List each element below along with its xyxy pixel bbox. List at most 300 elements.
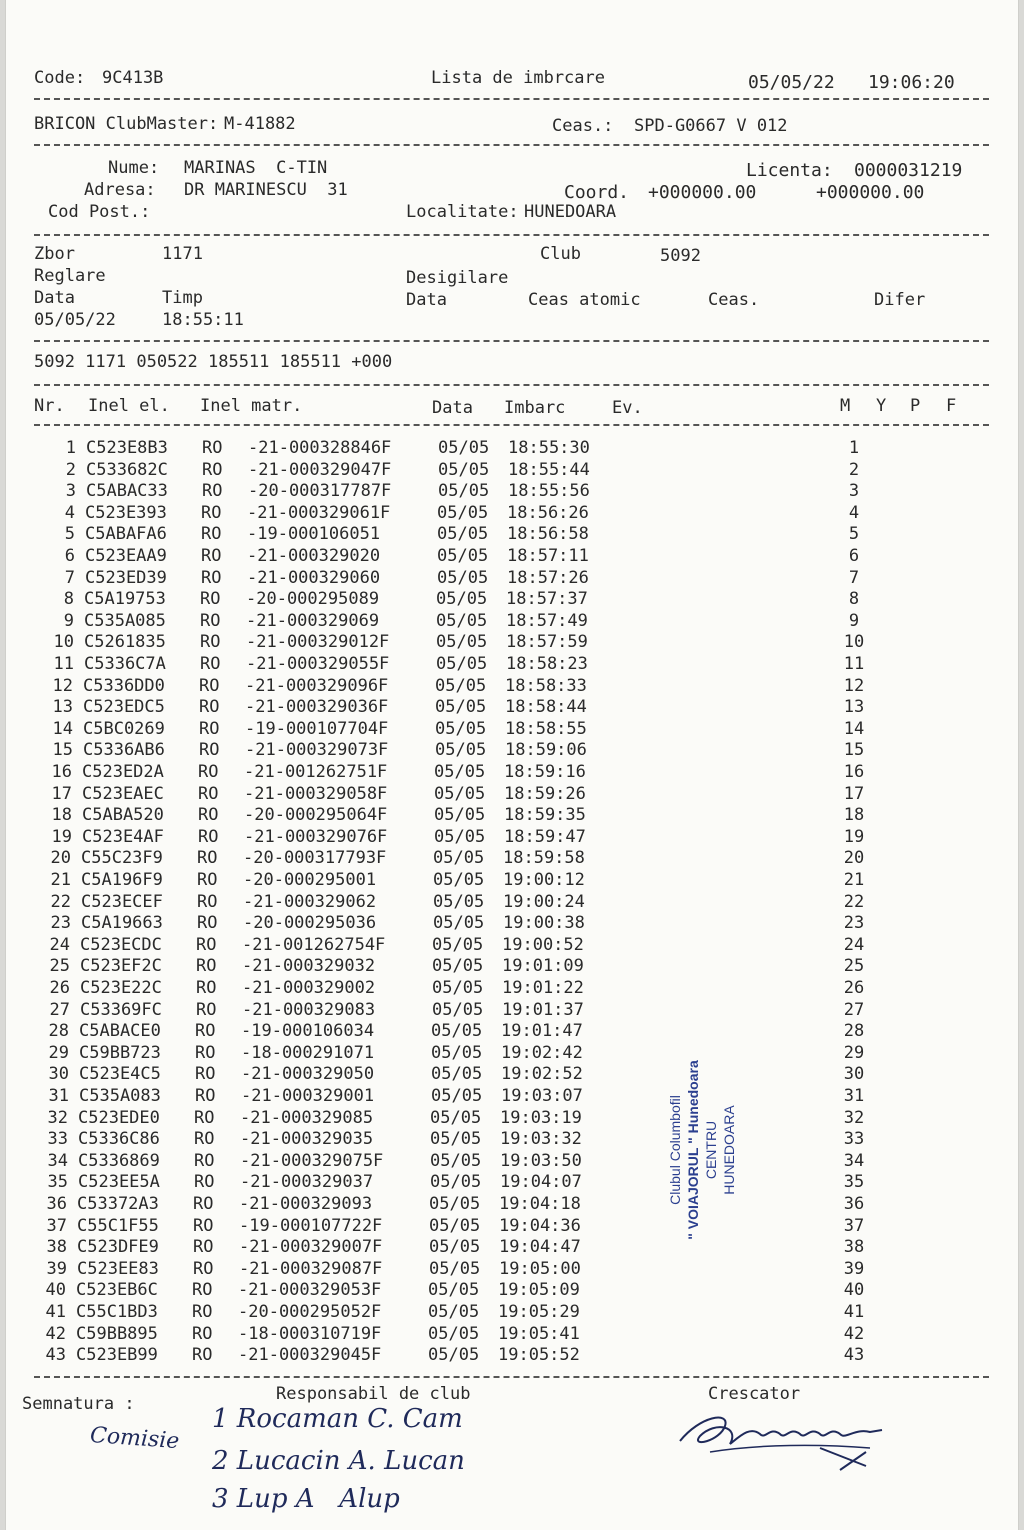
row-inel-el: C523DFE9 — [77, 1237, 159, 1258]
table-row — [6, 568, 1018, 590]
table-row — [6, 719, 1018, 741]
row-nr: 28 — [48, 1021, 69, 1042]
row-inel-el: C523EAA9 — [85, 546, 167, 566]
divider — [34, 98, 989, 100]
table-row — [6, 1021, 1018, 1043]
row-m: 2 — [848, 459, 860, 480]
row-inel-el: C523ECEF — [81, 891, 163, 912]
row-inel-el: C523E4C5 — [79, 1064, 161, 1085]
row-data: 05/05 — [428, 1280, 480, 1301]
row-inel-matr: -20-000295001 — [243, 870, 377, 890]
table-row — [6, 1064, 1018, 1086]
row-data: 05/05 — [434, 783, 486, 804]
row-inel-el: C535A085 — [84, 610, 166, 631]
row-data: 05/05 — [435, 675, 487, 696]
adresa-value: DR MARINESCU 31 — [184, 180, 348, 200]
row-imbarc: 18:59:16 — [504, 762, 586, 782]
row-nr: 26 — [49, 978, 70, 998]
row-m: 19 — [843, 826, 865, 847]
row-imbarc: 18:57:37 — [506, 589, 588, 610]
row-m: 13 — [843, 697, 865, 718]
localitate-label: Localitate: — [406, 202, 519, 222]
row-m: 31 — [843, 1086, 865, 1106]
stamp-line-2: " VOIAJORUL " Hunedoara — [685, 1060, 701, 1240]
row-inel-el: C523EB99 — [76, 1345, 158, 1366]
row-inel-el: C533682C — [86, 459, 168, 480]
row-data: 05/05 — [432, 934, 484, 955]
divider — [34, 234, 989, 236]
row-data: 05/05 — [429, 1215, 481, 1236]
reglare-label: Reglare — [34, 266, 106, 286]
document-title: Lista de imbrcare — [431, 68, 605, 88]
row-country: RO — [195, 1042, 216, 1063]
row-inel-el: C523EDE0 — [78, 1107, 160, 1128]
summary-line: 5092 1171 050522 185511 185511 +000 — [34, 352, 393, 372]
row-m: 8 — [848, 589, 860, 610]
table-row — [6, 784, 1018, 806]
row-nr: 41 — [45, 1302, 66, 1322]
row-inel-matr: -21-000329055F — [246, 654, 390, 674]
row-nr: 20 — [50, 848, 71, 869]
coord-lat: +000000.00 — [648, 182, 757, 203]
row-imbarc: 19:05:41 — [498, 1323, 580, 1344]
row-nr: 27 — [49, 999, 70, 1020]
row-m: 37 — [843, 1215, 865, 1236]
row-m: 29 — [843, 1042, 865, 1063]
table-row — [6, 697, 1018, 719]
row-m: 17 — [843, 783, 865, 804]
row-data: 05/05 — [432, 956, 484, 977]
row-imbarc: 18:55:44 — [508, 459, 590, 480]
row-inel-matr: -21-000329035 — [240, 1129, 374, 1150]
row-m: 35 — [843, 1172, 865, 1193]
row-inel-el: C55C1BD3 — [76, 1302, 158, 1322]
divider — [34, 1376, 989, 1378]
ceas-value: SPD-G0667 V 012 — [634, 116, 788, 136]
row-inel-el: C53369FC — [80, 999, 162, 1020]
row-inel-el: C523EF2C — [80, 956, 162, 977]
difer-label: Difer — [874, 290, 926, 310]
row-inel-matr: -21-000329020 — [247, 546, 381, 566]
row-inel-matr: -19-000107704F — [245, 718, 389, 739]
desigilare-label: Desigilare — [406, 268, 509, 288]
row-country: RO — [194, 1150, 215, 1171]
row-country: RO — [200, 589, 221, 610]
table-row — [6, 1108, 1018, 1130]
row-imbarc: 19:00:52 — [502, 934, 584, 955]
table-row — [6, 1237, 1018, 1259]
handwritten-comisie: Comisie — [89, 1422, 181, 1455]
row-nr: 34 — [47, 1150, 68, 1171]
row-country: RO — [196, 999, 217, 1020]
row-nr: 21 — [50, 870, 71, 890]
row-imbarc: 18:58:44 — [505, 697, 587, 718]
row-data: 05/05 — [436, 610, 488, 631]
row-imbarc: 19:05:00 — [499, 1258, 581, 1279]
row-inel-matr: -21-000329062 — [243, 891, 377, 912]
row-country: RO — [195, 1021, 216, 1042]
row-inel-el: C59BB723 — [79, 1042, 161, 1063]
row-data: 05/05 — [433, 848, 485, 869]
col-f: F — [946, 396, 957, 416]
row-inel-matr: -21-000329053F — [238, 1280, 382, 1301]
row-nr: 14 — [52, 718, 73, 739]
row-data: 05/05 — [432, 978, 484, 998]
row-data: 05/05 — [428, 1323, 480, 1344]
row-inel-el: C523E393 — [85, 502, 167, 523]
row-data: 05/05 — [433, 891, 485, 912]
print-time: 19:06:20 — [868, 72, 955, 93]
row-data: 05/05 — [437, 567, 489, 588]
row-country: RO — [201, 524, 222, 545]
row-imbarc: 18:55:30 — [508, 438, 590, 458]
handwritten-signature-2: 2 Lucacin A. Lucan — [212, 1446, 465, 1476]
reglare-timp-label: Timp — [162, 288, 203, 308]
row-inel-el: C523ED39 — [85, 567, 167, 588]
row-data: 05/05 — [435, 718, 487, 739]
row-inel-matr: -21-000328846F — [248, 438, 392, 458]
desigilare-data-label: Data — [406, 290, 447, 310]
row-nr: 19 — [51, 826, 72, 847]
row-m: 10 — [843, 632, 865, 653]
row-m: 5 — [848, 524, 860, 545]
row-inel-el: C5336869 — [78, 1150, 160, 1171]
row-m: 36 — [843, 1194, 865, 1214]
row-inel-matr: -21-000329050 — [241, 1064, 375, 1085]
row-inel-el: C5336C86 — [78, 1129, 160, 1150]
row-imbarc: 18:56:58 — [507, 524, 589, 545]
row-country: RO — [200, 654, 221, 674]
row-m: 32 — [843, 1107, 865, 1128]
row-nr: 12 — [52, 675, 73, 696]
row-nr: 36 — [46, 1194, 67, 1214]
table-row — [6, 913, 1018, 935]
table-row — [6, 870, 1018, 892]
col-y: Y — [876, 396, 887, 416]
row-m: 11 — [843, 654, 865, 674]
row-imbarc: 18:57:26 — [507, 567, 589, 588]
row-country: RO — [200, 610, 221, 631]
row-inel-el: C5336DD0 — [83, 675, 165, 696]
row-inel-matr: -20-000317787F — [248, 481, 392, 502]
row-country: RO — [197, 913, 218, 934]
row-data: 05/05 — [436, 589, 488, 610]
row-country: RO — [200, 632, 221, 653]
row-imbarc: 18:59:26 — [504, 783, 586, 804]
row-m: 3 — [848, 481, 860, 502]
row-m: 12 — [843, 675, 865, 696]
row-m: 43 — [843, 1345, 865, 1366]
col-ev: Ev. — [612, 398, 643, 418]
row-m: 41 — [843, 1302, 865, 1322]
row-m: 34 — [843, 1150, 865, 1171]
row-data: 05/05 — [438, 438, 490, 458]
printout-page — [6, 0, 1018, 1530]
row-inel-el: C55C1F55 — [77, 1215, 159, 1236]
row-nr: 37 — [46, 1215, 67, 1236]
row-imbarc: 19:03:32 — [500, 1129, 582, 1150]
row-nr: 9 — [63, 610, 74, 631]
table-row — [6, 892, 1018, 914]
table-row — [6, 546, 1018, 568]
row-imbarc: 19:04:07 — [500, 1172, 582, 1193]
row-inel-el: C5261835 — [84, 632, 166, 653]
reglare-data-label: Data — [34, 288, 75, 308]
row-nr: 2 — [65, 459, 76, 480]
row-inel-el: C523EB6C — [76, 1280, 158, 1301]
row-country: RO — [199, 697, 220, 718]
row-imbarc: 19:04:18 — [499, 1194, 581, 1214]
row-imbarc: 19:00:12 — [503, 870, 585, 890]
row-data: 05/05 — [429, 1258, 481, 1279]
row-imbarc: 19:02:42 — [501, 1042, 583, 1063]
table-row — [6, 935, 1018, 957]
row-m: 21 — [843, 870, 865, 890]
row-data: 05/05 — [431, 1021, 483, 1042]
row-nr: 31 — [48, 1086, 69, 1106]
row-imbarc: 19:04:36 — [499, 1215, 581, 1236]
row-inel-matr: -21-000329037 — [240, 1172, 374, 1193]
row-country: RO — [199, 740, 220, 761]
row-country: RO — [197, 870, 218, 890]
row-nr: 3 — [65, 481, 76, 502]
row-data: 05/05 — [431, 1042, 483, 1063]
row-imbarc: 19:04:47 — [499, 1237, 581, 1258]
row-data: 05/05 — [435, 697, 487, 718]
stamp-line-3: CENTRU — [703, 1120, 719, 1180]
row-imbarc: 18:59:35 — [504, 805, 586, 826]
row-data: 05/05 — [430, 1129, 482, 1150]
row-imbarc: 18:55:56 — [508, 481, 590, 502]
club-label: Club — [540, 244, 581, 264]
table-row — [6, 1172, 1018, 1194]
row-nr: 29 — [48, 1042, 69, 1063]
table-row — [6, 676, 1018, 698]
row-inel-matr: -21-000329032 — [242, 956, 376, 977]
row-imbarc: 19:05:29 — [498, 1302, 580, 1322]
row-nr: 23 — [50, 913, 71, 934]
row-data: 05/05 — [430, 1172, 482, 1193]
row-nr: 22 — [50, 891, 71, 912]
row-nr: 1 — [65, 438, 76, 458]
semnatura-label: Semnatura : — [22, 1394, 135, 1414]
row-inel-matr: -21-000329002 — [242, 978, 376, 998]
row-inel-matr: -21-000329076F — [244, 826, 388, 847]
row-inel-el: C523EE5A — [78, 1172, 160, 1193]
row-m: 7 — [848, 567, 860, 588]
table-row — [6, 956, 1018, 978]
row-nr: 18 — [51, 805, 72, 826]
table-row — [6, 524, 1018, 546]
row-country: RO — [196, 956, 217, 977]
row-inel-el: C523EDC5 — [83, 697, 165, 718]
row-nr: 35 — [47, 1172, 68, 1193]
row-nr: 8 — [63, 589, 74, 610]
row-imbarc: 19:00:38 — [503, 913, 585, 934]
row-data: 05/05 — [428, 1345, 480, 1366]
row-m: 9 — [848, 610, 860, 631]
row-m: 20 — [843, 848, 865, 869]
row-m: 38 — [843, 1237, 865, 1258]
row-data: 05/05 — [429, 1237, 481, 1258]
row-nr: 7 — [64, 567, 75, 588]
divider — [34, 144, 989, 146]
ceas-label: Ceas.: — [552, 116, 614, 136]
row-country: RO — [195, 1086, 216, 1106]
divider — [34, 424, 989, 426]
ceas-col-label: Ceas. — [708, 290, 760, 310]
table-row — [6, 1259, 1018, 1281]
table-row — [6, 1302, 1018, 1324]
row-country: RO — [199, 675, 220, 696]
row-nr: 42 — [45, 1323, 66, 1344]
row-inel-el: C523E4AF — [82, 826, 164, 847]
table-row — [6, 1280, 1018, 1302]
row-imbarc: 19:03:07 — [501, 1086, 583, 1106]
row-m: 30 — [843, 1064, 865, 1085]
row-nr: 4 — [64, 502, 75, 523]
row-inel-matr: -21-000329012F — [246, 632, 390, 653]
row-inel-el: C523ED2A — [82, 762, 164, 782]
row-country: RO — [195, 1064, 216, 1085]
row-m: 25 — [843, 956, 865, 977]
divider — [34, 384, 989, 386]
row-inel-el: C59BB895 — [76, 1323, 158, 1344]
row-nr: 11 — [53, 654, 74, 674]
row-inel-matr: -20-000295036 — [243, 913, 377, 934]
col-p: P — [910, 396, 921, 416]
row-country: RO — [193, 1237, 214, 1258]
row-inel-matr: -21-000329007F — [239, 1237, 383, 1258]
adresa-label: Adresa: — [84, 180, 156, 200]
row-inel-el: C5336AB6 — [83, 740, 165, 761]
row-imbarc: 18:58:33 — [505, 675, 587, 696]
handwritten-signature-1: 1 Rocaman C. Cam — [212, 1404, 463, 1434]
table-row — [6, 503, 1018, 525]
row-data: 05/05 — [431, 1086, 483, 1106]
ceas-atomic-label: Ceas atomic — [528, 290, 641, 310]
reglare-data: 05/05/22 — [34, 310, 116, 330]
row-country: RO — [194, 1107, 215, 1128]
row-country: RO — [192, 1280, 213, 1301]
row-data: 05/05 — [429, 1194, 481, 1214]
col-imbarc: Imbarc — [504, 398, 566, 418]
table-row — [6, 611, 1018, 633]
table-row — [6, 1216, 1018, 1238]
row-inel-matr: -19-000106034 — [241, 1021, 375, 1042]
nume-value: MARINAS C-TIN — [184, 158, 328, 178]
row-country: RO — [199, 718, 220, 739]
row-data: 05/05 — [437, 502, 489, 523]
table-row — [6, 1345, 1018, 1367]
code-value: 9C413B — [102, 68, 164, 88]
row-inel-el: C5A196F9 — [81, 870, 163, 890]
row-inel-el: C5BC0269 — [83, 718, 165, 739]
reglare-timp: 18:55:11 — [162, 310, 244, 330]
table-row — [6, 1043, 1018, 1065]
licenta-value: 0000031219 — [854, 160, 963, 181]
row-inel-matr: -21-000329093 — [239, 1194, 373, 1214]
row-country: RO — [201, 567, 222, 588]
row-imbarc: 18:57:59 — [506, 632, 588, 653]
row-m: 6 — [848, 546, 860, 566]
row-inel-matr: -21-000329060 — [247, 567, 381, 588]
stamp-line-4: HUNEDOARA — [721, 1105, 737, 1195]
row-inel-el: C523E22C — [80, 978, 162, 998]
row-m: 15 — [843, 740, 865, 761]
club-stamp — [661, 1035, 771, 1275]
row-country: RO — [192, 1323, 213, 1344]
row-imbarc: 19:01:22 — [502, 978, 584, 998]
licenta-label: Licenta: — [746, 160, 833, 181]
col-inel-el: Inel el. — [88, 396, 170, 416]
row-country: RO — [197, 891, 218, 912]
row-data: 05/05 — [437, 546, 489, 566]
row-data: 05/05 — [432, 999, 484, 1020]
table-row — [6, 654, 1018, 676]
row-country: RO — [202, 438, 223, 458]
zbor-value: 1171 — [162, 244, 203, 264]
table-row — [6, 481, 1018, 503]
table-row — [6, 1324, 1018, 1346]
zbor-label: Zbor — [34, 244, 75, 264]
clubmaster-label: BRICON ClubMaster: — [34, 114, 219, 134]
row-data: 05/05 — [434, 762, 486, 782]
table-row — [6, 589, 1018, 611]
row-country: RO — [202, 481, 223, 502]
row-data: 05/05 — [433, 870, 485, 890]
table-row — [6, 848, 1018, 870]
row-m: 1 — [848, 438, 860, 458]
row-m: 18 — [843, 805, 865, 826]
row-imbarc: 18:57:11 — [507, 546, 589, 566]
row-m: 39 — [843, 1258, 865, 1279]
row-nr: 24 — [49, 934, 70, 955]
responsabil-label: Responsabil de club — [276, 1384, 471, 1404]
coord-label: Coord. — [564, 182, 630, 203]
row-m: 42 — [843, 1323, 865, 1344]
row-inel-matr: -19-000107722F — [239, 1215, 383, 1236]
table-row — [6, 632, 1018, 654]
divider — [34, 340, 989, 342]
row-inel-matr: -21-000329069 — [246, 610, 380, 631]
row-inel-matr: -21-000329045F — [238, 1345, 382, 1366]
crescator-signature — [670, 1396, 900, 1476]
table-row — [6, 1151, 1018, 1173]
table-row — [6, 827, 1018, 849]
row-imbarc: 18:59:06 — [505, 740, 587, 761]
row-data: 05/05 — [436, 654, 488, 674]
row-nr: 33 — [47, 1129, 68, 1150]
row-country: RO — [198, 805, 219, 826]
row-imbarc: 19:00:24 — [503, 891, 585, 912]
table-row — [6, 805, 1018, 827]
row-imbarc: 19:03:50 — [500, 1150, 582, 1171]
row-inel-matr: -21-000329047F — [248, 459, 392, 480]
table-row — [6, 438, 1018, 460]
row-nr: 6 — [64, 546, 75, 566]
row-data: 05/05 — [438, 481, 490, 502]
row-inel-matr: -20-000295089 — [246, 589, 380, 610]
handwritten-signature-3: 3 Lup A Alup — [212, 1484, 400, 1514]
row-inel-el: C523E8B3 — [86, 438, 168, 458]
row-m: 23 — [843, 913, 865, 934]
row-country: RO — [197, 848, 218, 869]
row-inel-matr: -21-000329001 — [241, 1086, 375, 1106]
row-m: 16 — [843, 762, 865, 782]
row-inel-matr: -21-001262751F — [244, 762, 388, 782]
table-row — [6, 762, 1018, 784]
